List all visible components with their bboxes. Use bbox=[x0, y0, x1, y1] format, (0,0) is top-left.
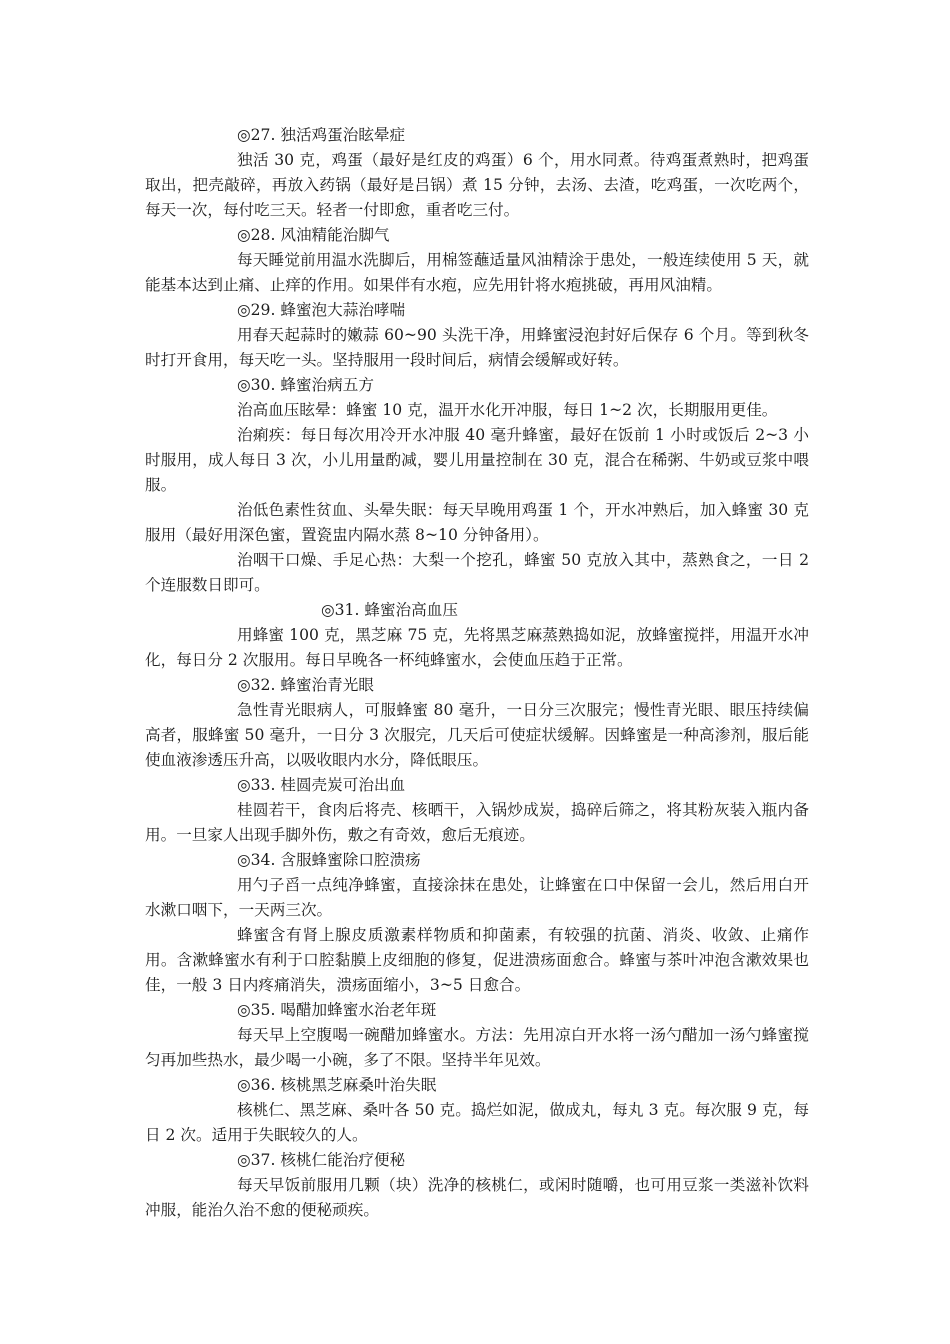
entry-title: ◎33. 桂圆壳炭可治出血 bbox=[237, 776, 406, 794]
entry-paragraph: 独活 30 克，鸡蛋（最好是红皮的鸡蛋）6 个，用水同煮。待鸡蛋煮熟时，把鸡蛋取出，把壳敲碎，再放入药锅（最好是吕锅）煮 15 分钟，去汤、去渣，吃鸡蛋，一次吃两个，每天一次，每付吃三天。轻者一付即愈，重者吃三付。 bbox=[145, 151, 809, 219]
entry-paragraph: 每天早上空腹喝一碗醋加蜂蜜水。方法：先用凉白开水将一汤勺醋加一汤勺蜂蜜搅匀再加些热水，最少喝一小碗，多了不限。坚持半年见效。 bbox=[145, 1026, 809, 1069]
document-page bbox=[145, 123, 809, 1223]
entry-title: ◎36. 核桃黑芝麻桑叶治失眠 bbox=[237, 1076, 437, 1094]
entry-paragraph: 桂圆若干，食肉后将壳、核晒干，入锅炒成炭，捣碎后筛之，将其粉灰装入瓶内备用。一旦家人出现手脚外伤，敷之有奇效，愈后无痕迹。 bbox=[145, 801, 809, 844]
entry-title: ◎27. 独活鸡蛋治眩晕症 bbox=[237, 126, 406, 144]
entry-32 bbox=[145, 673, 809, 773]
entry-paragraph: 用勺子舀一点纯净蜂蜜，直接涂抹在患处，让蜂蜜在口中保留一会儿，然后用白开水漱口咽下，一天两三次。 bbox=[145, 876, 809, 919]
entry-30 bbox=[145, 373, 809, 598]
entry-paragraph: 核桃仁、黑芝麻、桑叶各 50 克。捣烂如泥，做成丸，每丸 3 克。每次服 9 克，每日 2 次。适用于失眠较久的人。 bbox=[145, 1101, 809, 1144]
entry-37 bbox=[145, 1148, 809, 1223]
entry-title: ◎35. 喝醋加蜂蜜水治老年斑 bbox=[237, 1001, 437, 1019]
entry-paragraph: 治痢疾：每日每次用冷开水冲服 40 毫升蜂蜜，最好在饭前 1 小时或饭后 2~3 小时服用，成人每日 3 次，小儿用量酌减，婴儿用量控制在 30 克，混合在稀粥、牛奶或豆浆中喂服。 bbox=[145, 426, 809, 494]
entry-paragraph: 每天早饭前服用几颗（块）洗净的核桃仁，或闲时随嚼，也可用豆浆一类滋补饮料冲服，能治久治不愈的便秘顽疾。 bbox=[145, 1176, 809, 1219]
entry-paragraph: 治咽干口燥、手足心热：大梨一个挖孔，蜂蜜 50 克放入其中，蒸熟食之，一日 2 个连服数日即可。 bbox=[145, 551, 809, 594]
entry-paragraph: 治低色素性贫血、头晕失眠：每天早晚用鸡蛋 1 个，开水冲熟后，加入蜂蜜 30 克服用（最好用深色蜜，置瓷盅内隔水蒸 8~10 分钟备用）。 bbox=[145, 501, 809, 544]
entry-27 bbox=[145, 123, 809, 223]
entry-36 bbox=[145, 1073, 809, 1148]
entry-paragraph: 用春天起蒜时的嫩蒜 60~90 头洗干净，用蜂蜜浸泡封好后保存 6 个月。等到秋冬时打开食用，每天吃一头。坚持服用一段时间后，病情会缓解或好转。 bbox=[145, 326, 809, 369]
entry-34 bbox=[145, 848, 809, 998]
entry-title: ◎34. 含服蜂蜜除口腔溃疡 bbox=[237, 851, 421, 869]
entry-29 bbox=[145, 298, 809, 373]
entry-paragraph: 用蜂蜜 100 克，黑芝麻 75 克，先将黑芝麻蒸熟捣如泥，放蜂蜜搅拌，用温开水冲化，每日分 2 次服用。每日早晚各一杯纯蜂蜜水，会使血压趋于正常。 bbox=[145, 626, 809, 669]
entry-paragraph: 急性青光眼病人，可服蜂蜜 80 毫升，一日分三次服完；慢性青光眼、眼压持续偏高者，服蜂蜜 50 毫升，一日分 3 次服完，几天后可使症状缓解。因蜂蜜是一种高渗剂，服后能使血液渗透压升高，以吸收眼内水分，降低眼压。 bbox=[145, 701, 809, 769]
entry-paragraph: 治高血压眩晕：蜂蜜 10 克，温开水化开冲服，每日 1~2 次，长期服用更佳。 bbox=[237, 401, 778, 419]
entry-title: ◎29. 蜂蜜泡大蒜治哮喘 bbox=[237, 301, 406, 319]
entry-35 bbox=[145, 998, 809, 1073]
entry-title: ◎31. 蜂蜜治高血压 bbox=[321, 601, 458, 619]
entry-33 bbox=[145, 773, 809, 848]
entry-31 bbox=[145, 598, 809, 673]
entry-28 bbox=[145, 223, 809, 298]
entry-paragraph: 每天睡觉前用温水洗脚后，用棉签蘸适量风油精涂于患处，一般连续使用 5 天，就能基本达到止痛、止痒的作用。如果伴有水疱，应先用针将水疱挑破，再用风油精。 bbox=[145, 251, 809, 294]
entry-title: ◎37. 核桃仁能治疗便秘 bbox=[237, 1151, 406, 1169]
entry-title: ◎30. 蜂蜜治病五方 bbox=[237, 376, 374, 394]
entry-title: ◎32. 蜂蜜治青光眼 bbox=[237, 676, 374, 694]
entry-paragraph: 蜂蜜含有肾上腺皮质激素样物质和抑菌素，有较强的抗菌、消炎、收敛、止痛作用。含漱蜂蜜水有利于口腔黏膜上皮细胞的修复，促进溃疡面愈合。蜂蜜与茶叶冲泡含漱效果也佳，一般 3 日内疼痛消失，溃疡面缩小，3~5 日愈合。 bbox=[145, 926, 809, 994]
entry-title: ◎28. 风油精能治脚气 bbox=[237, 226, 390, 244]
